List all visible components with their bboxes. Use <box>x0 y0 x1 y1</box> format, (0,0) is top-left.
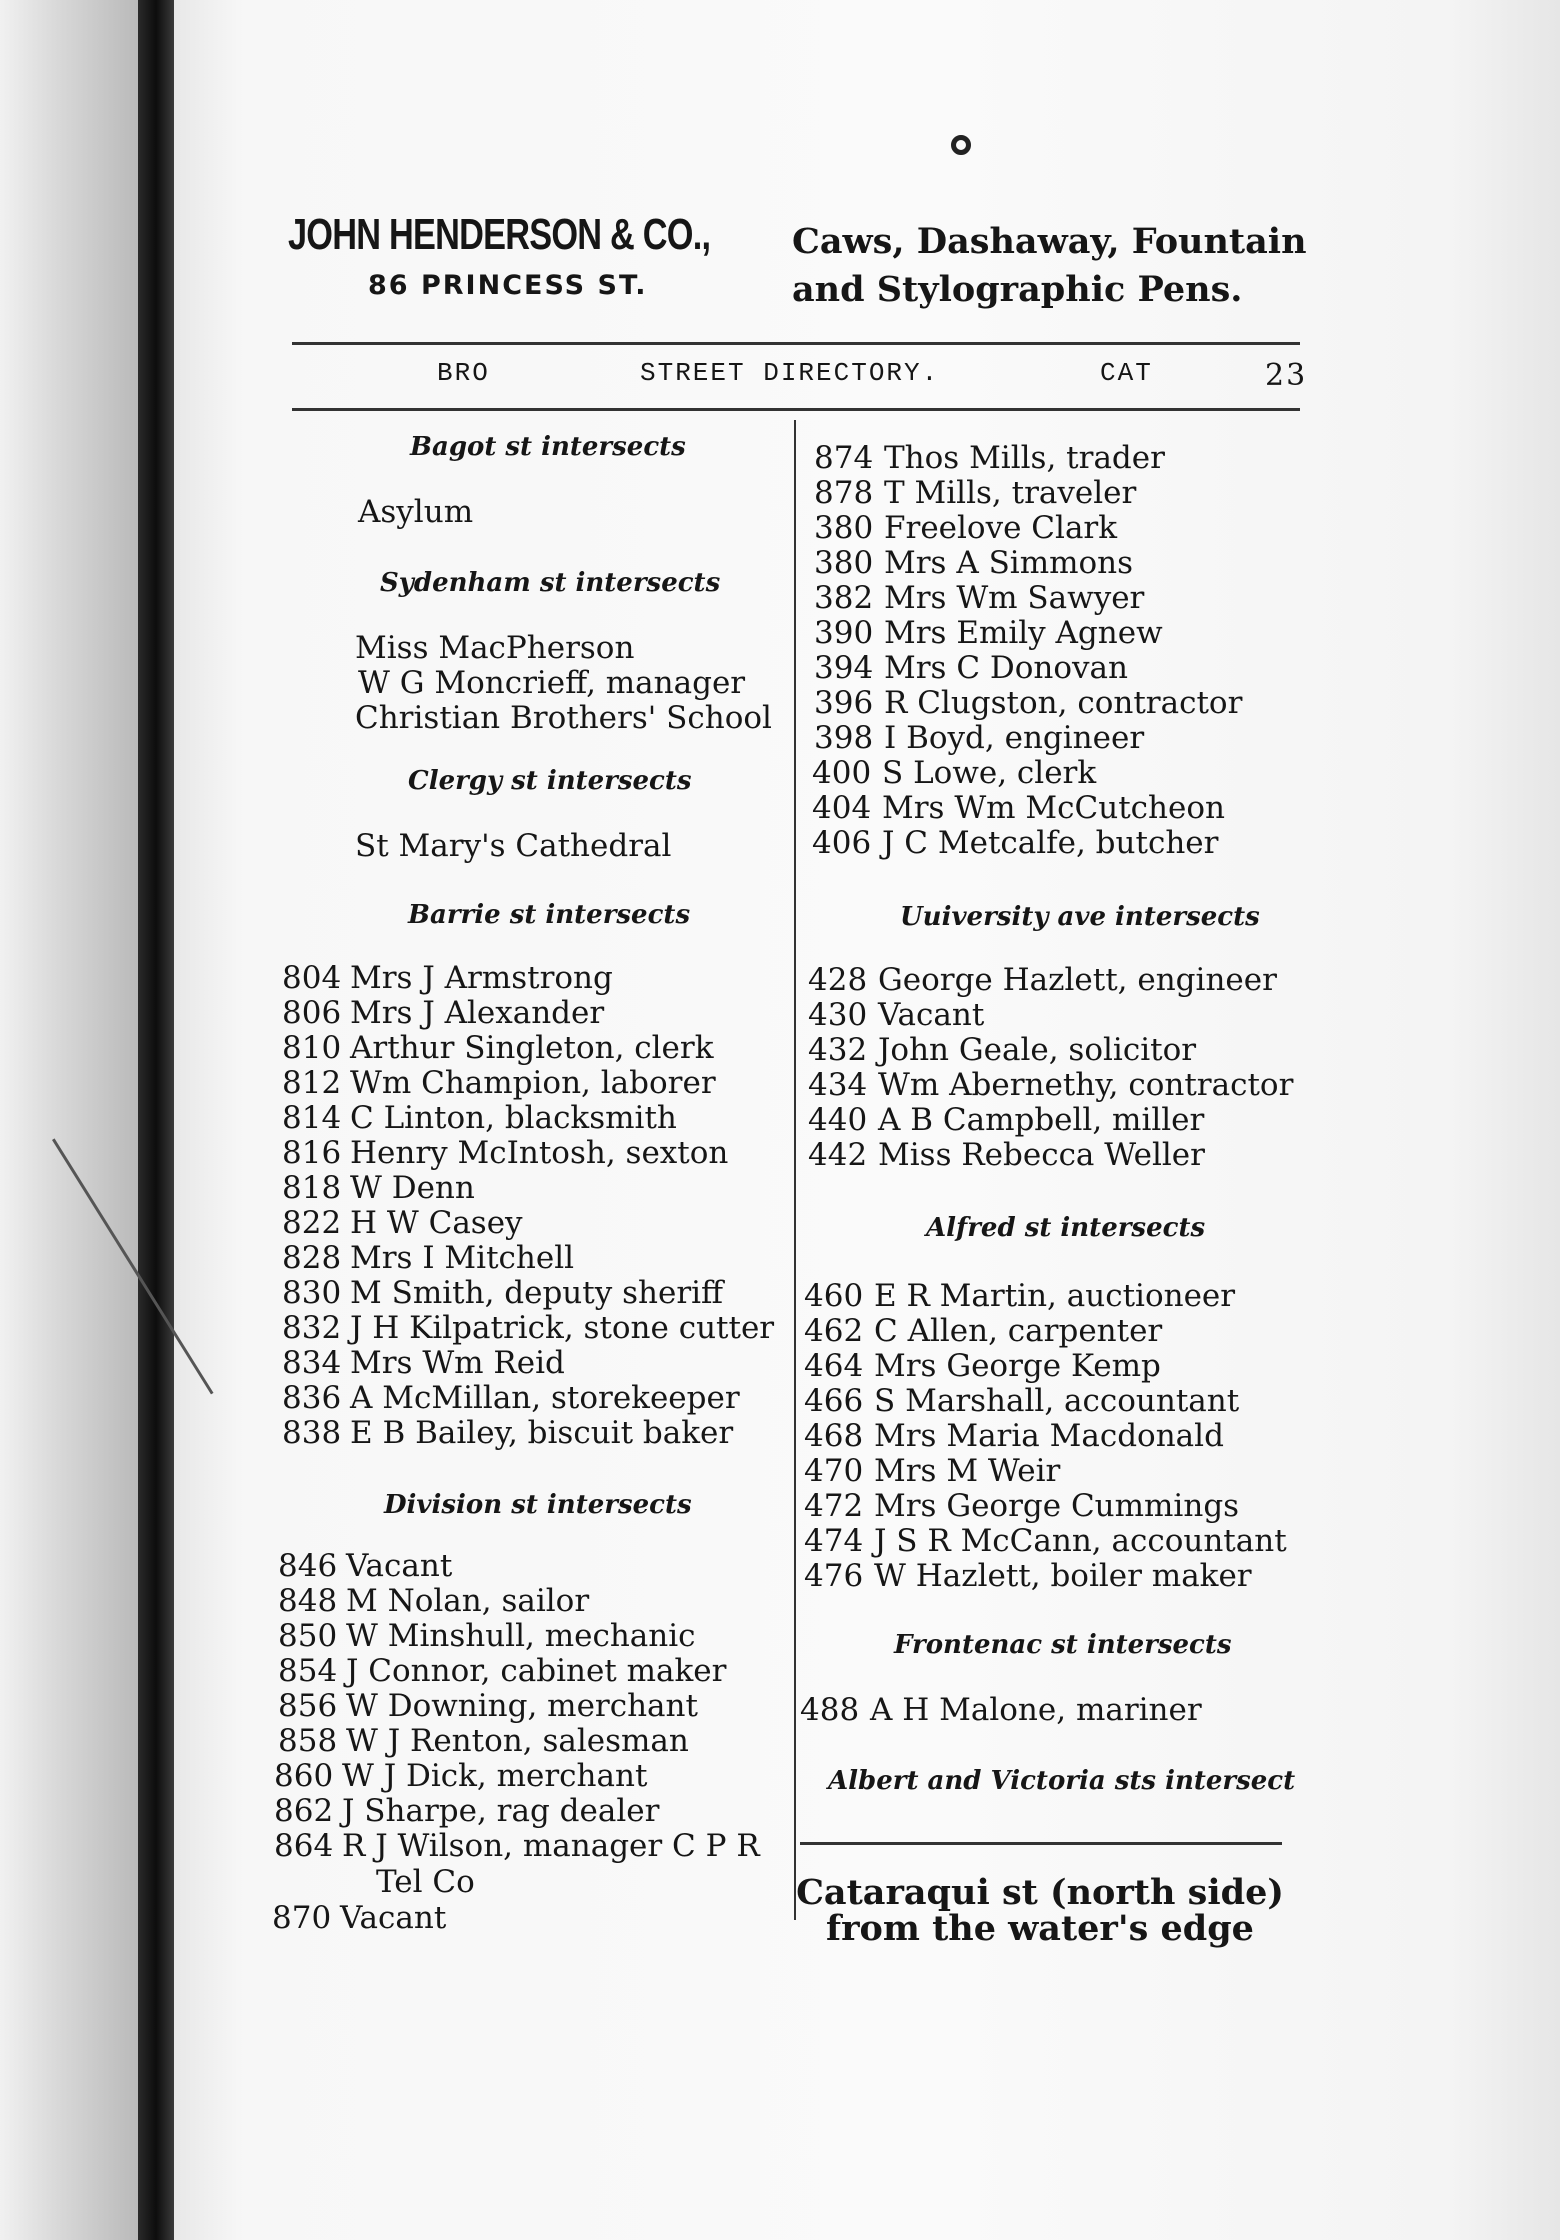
house-number: 380 <box>814 510 874 546</box>
header-bottom-rule <box>292 408 1300 411</box>
house-number: 846 <box>278 1548 338 1584</box>
house-number: 380 <box>814 545 874 581</box>
tagline-line-2: and Stylographic Pens. <box>792 269 1243 310</box>
resident-name: George Hazlett, engineer <box>878 962 1277 998</box>
house-number: 810 <box>282 1030 342 1066</box>
resident-name: John Geale, solicitor <box>878 1032 1197 1068</box>
house-number: 856 <box>278 1688 338 1724</box>
house-number: 406 <box>812 825 872 861</box>
house-number: 822 <box>282 1205 342 1241</box>
directory-entry <box>282 1275 723 1311</box>
resident-name: Mrs J Alexander <box>350 995 605 1031</box>
cross-street-heading: Bagot st intersects <box>410 432 686 462</box>
column-divider <box>794 420 796 1920</box>
resident-name: W Downing, merchant <box>346 1688 698 1724</box>
house-number: 804 <box>282 960 342 996</box>
directory-entry <box>808 1137 1205 1173</box>
house-number: 812 <box>282 1065 342 1101</box>
resident-name: Vacant <box>340 1900 447 1936</box>
directory-entry <box>278 1688 698 1724</box>
directory-entry <box>814 440 1165 476</box>
house-number: 832 <box>282 1310 342 1346</box>
directory-entry <box>278 1653 726 1689</box>
house-number: 460 <box>804 1278 864 1314</box>
house-number: 442 <box>808 1137 868 1173</box>
house-number: 838 <box>282 1415 342 1451</box>
house-number: 874 <box>814 440 874 476</box>
directory-entry <box>282 1205 523 1241</box>
running-head-title: STREET DIRECTORY. <box>640 358 940 388</box>
resident-name: Vacant <box>878 997 985 1033</box>
section-divider <box>800 1842 1282 1845</box>
resident-name: A B Campbell, miller <box>878 1102 1205 1138</box>
directory-entry <box>282 1065 716 1101</box>
house-number: 464 <box>804 1348 864 1384</box>
directory-entry <box>814 510 1117 546</box>
advertiser-block <box>288 210 778 301</box>
directory-entry <box>814 650 1128 686</box>
house-number: 472 <box>804 1488 864 1524</box>
resident-name: Mrs I Mitchell <box>350 1240 575 1276</box>
entry-continuation: Tel Co <box>376 1864 475 1900</box>
cross-street-heading: Sydenham st intersects <box>380 568 721 598</box>
house-number: 836 <box>282 1380 342 1416</box>
resident-name: Freelove Clark <box>884 510 1118 546</box>
resident-name: W Hazlett, boiler maker <box>874 1558 1252 1594</box>
directory-entry <box>282 1240 574 1276</box>
house-number: 850 <box>278 1618 338 1654</box>
scan-gutter <box>0 0 140 2240</box>
directory-entry <box>274 1793 659 1829</box>
directory-entry <box>272 1900 446 1936</box>
house-number: 858 <box>278 1723 338 1759</box>
directory-entry <box>814 720 1144 756</box>
directory-entry <box>278 1723 689 1759</box>
resident-name: S Marshall, accountant <box>874 1383 1240 1419</box>
house-number: 470 <box>804 1453 864 1489</box>
resident-name: Wm Champion, laborer <box>350 1065 716 1101</box>
next-street-heading <box>795 1872 1285 1949</box>
house-number: 466 <box>804 1383 864 1419</box>
directory-entry <box>808 962 1277 998</box>
firm-name: JOHN HENDERSON & CO., <box>288 210 711 259</box>
resident-name: Mrs C Donovan <box>884 650 1129 686</box>
directory-entry <box>804 1383 1239 1419</box>
resident-name: W Minshull, mechanic <box>346 1618 696 1654</box>
directory-entry <box>282 995 604 1031</box>
resident-entry: W G Moncrieff, manager <box>358 665 746 701</box>
directory-entry <box>812 790 1225 826</box>
resident-name: R Clugston, contractor <box>884 685 1243 721</box>
resident-name: Mrs Maria Macdonald <box>874 1418 1224 1454</box>
directory-entry <box>282 1135 728 1171</box>
house-number: 428 <box>808 962 868 998</box>
house-number: 462 <box>804 1313 864 1349</box>
house-number: 854 <box>278 1653 338 1689</box>
resident-name: Mrs George Kemp <box>874 1348 1161 1384</box>
house-number: 400 <box>812 755 872 791</box>
house-number: 394 <box>814 650 874 686</box>
cross-street-heading: Barrie st intersects <box>408 900 691 930</box>
house-number: 488 <box>800 1692 860 1728</box>
directory-entry <box>278 1583 589 1619</box>
house-number: 814 <box>282 1100 342 1136</box>
directory-entry <box>814 615 1163 651</box>
resident-name: Vacant <box>346 1548 453 1584</box>
house-number: 434 <box>808 1067 868 1103</box>
house-number: 468 <box>804 1418 864 1454</box>
resident-name: S Lowe, clerk <box>882 755 1097 791</box>
directory-entry <box>808 1102 1204 1138</box>
house-number: 396 <box>814 685 874 721</box>
book-spine <box>138 0 174 2240</box>
resident-name: A H Malone, mariner <box>870 1692 1202 1728</box>
resident-name: A McMillan, storekeeper <box>350 1380 740 1416</box>
institution-entry: Christian Brothers' School <box>355 700 772 736</box>
house-number: 862 <box>274 1793 334 1829</box>
cross-street-heading: Frontenac st intersects <box>894 1630 1232 1660</box>
directory-entry <box>282 1345 565 1381</box>
directory-entry <box>804 1348 1161 1384</box>
house-number: 870 <box>272 1900 332 1936</box>
house-number: 816 <box>282 1135 342 1171</box>
advertiser-tagline <box>792 218 1312 314</box>
next-street-subtitle: from the water's edge <box>826 1908 1254 1949</box>
directory-entry <box>274 1828 760 1864</box>
cross-street-heading: Clergy st intersects <box>408 766 692 796</box>
resident-name: J S R McCann, accountant <box>874 1523 1287 1559</box>
institution-entry: St Mary's Cathedral <box>355 828 672 864</box>
directory-entry <box>804 1523 1287 1559</box>
resident-name: M Smith, deputy sheriff <box>350 1275 724 1311</box>
resident-name: Thos Mills, trader <box>884 440 1165 476</box>
cross-street-heading: Division st intersects <box>384 1490 692 1520</box>
resident-name: Mrs M Weir <box>874 1453 1061 1489</box>
directory-entry <box>282 1415 733 1451</box>
resident-name: J C Metcalfe, butcher <box>882 825 1219 861</box>
directory-entry <box>278 1548 452 1584</box>
resident-name: J Sharpe, rag dealer <box>342 1793 660 1829</box>
printer-ornament <box>951 135 971 155</box>
cross-street-heading: Uuiversity ave intersects <box>900 902 1260 932</box>
directory-entry <box>812 755 1096 791</box>
resident-name: R J Wilson, manager C P R <box>342 1828 760 1864</box>
resident-name: I Boyd, engineer <box>884 720 1145 756</box>
resident-name: Mrs Wm Reid <box>350 1345 565 1381</box>
house-number: 830 <box>282 1275 342 1311</box>
house-number: 878 <box>814 475 874 511</box>
resident-name: Henry McIntosh, sexton <box>350 1135 729 1171</box>
directory-entry <box>282 1380 740 1416</box>
house-number: 404 <box>812 790 872 826</box>
house-number: 806 <box>282 995 342 1031</box>
directory-entry <box>804 1278 1235 1314</box>
resident-name: Mrs A Simmons <box>884 545 1134 581</box>
directory-entry <box>814 475 1136 511</box>
cross-street-heading: Albert and Victoria sts intersect <box>828 1766 1296 1796</box>
institution-entry: Asylum <box>358 494 474 530</box>
directory-entry <box>804 1558 1252 1594</box>
house-number: 834 <box>282 1345 342 1381</box>
resident-name: Wm Abernethy, contractor <box>878 1067 1294 1103</box>
house-number: 818 <box>282 1170 342 1206</box>
resident-name: Arthur Singleton, clerk <box>350 1030 714 1066</box>
directory-entry <box>812 825 1218 861</box>
resident-name: Mrs Emily Agnew <box>884 615 1163 651</box>
resident-name: J Connor, cabinet maker <box>346 1653 727 1689</box>
resident-entry: Miss MacPherson <box>355 630 635 666</box>
directory-entry <box>804 1418 1224 1454</box>
directory-entry <box>804 1313 1162 1349</box>
directory-entry <box>278 1618 696 1654</box>
directory-entry <box>800 1692 1202 1728</box>
cross-street-heading: Alfred st intersects <box>926 1213 1206 1243</box>
running-head-left-key: BRO <box>437 358 490 388</box>
house-number: 430 <box>808 997 868 1033</box>
house-number: 864 <box>274 1828 334 1864</box>
resident-name: E R Martin, auctioneer <box>874 1278 1236 1314</box>
resident-name: H W Casey <box>350 1205 523 1241</box>
resident-name: W Denn <box>350 1170 475 1206</box>
directory-entry <box>814 545 1133 581</box>
directory-entry <box>282 1170 475 1206</box>
directory-entry <box>814 580 1144 616</box>
house-number: 860 <box>274 1758 334 1794</box>
directory-entry <box>274 1758 647 1794</box>
house-number: 474 <box>804 1523 864 1559</box>
directory-entry <box>814 685 1242 721</box>
directory-entry <box>282 1310 774 1346</box>
page-number: 23 <box>1265 358 1308 393</box>
directory-entry <box>808 1032 1196 1068</box>
running-head <box>0 358 1560 398</box>
resident-name: Mrs J Armstrong <box>350 960 613 996</box>
header-top-rule <box>292 342 1300 345</box>
resident-name: C Allen, carpenter <box>874 1313 1163 1349</box>
resident-name: W J Dick, merchant <box>342 1758 648 1794</box>
house-number: 432 <box>808 1032 868 1068</box>
resident-name: Mrs Wm McCutcheon <box>882 790 1225 826</box>
resident-name: W J Renton, salesman <box>346 1723 689 1759</box>
next-street-title: Cataraqui st (north side) <box>796 1872 1284 1913</box>
directory-entry <box>804 1453 1060 1489</box>
resident-name: Mrs George Cummings <box>874 1488 1240 1524</box>
resident-name: M Nolan, sailor <box>346 1583 590 1619</box>
directory-entry <box>282 1030 714 1066</box>
resident-name: J H Kilpatrick, stone cutter <box>350 1310 775 1346</box>
tagline-line-1: Caws, Dashaway, Fountain <box>792 221 1307 262</box>
resident-name: C Linton, blacksmith <box>350 1100 677 1136</box>
resident-name: Miss Rebecca Weller <box>878 1137 1205 1173</box>
running-head-right-key: CAT <box>1100 358 1153 388</box>
directory-entry <box>282 1100 677 1136</box>
directory-entry <box>804 1488 1239 1524</box>
house-number: 828 <box>282 1240 342 1276</box>
directory-entry <box>808 997 984 1033</box>
house-number: 382 <box>814 580 874 616</box>
resident-name: E B Bailey, biscuit baker <box>350 1415 734 1451</box>
resident-name: T Mills, traveler <box>884 475 1137 511</box>
directory-entry <box>282 960 613 996</box>
house-number: 440 <box>808 1102 868 1138</box>
resident-name: Mrs Wm Sawyer <box>884 580 1145 616</box>
house-number: 390 <box>814 615 874 651</box>
house-number: 848 <box>278 1583 338 1619</box>
house-number: 476 <box>804 1558 864 1594</box>
house-number: 398 <box>814 720 874 756</box>
firm-address: 86 PRINCESS ST. <box>368 270 648 301</box>
directory-entry <box>808 1067 1293 1103</box>
